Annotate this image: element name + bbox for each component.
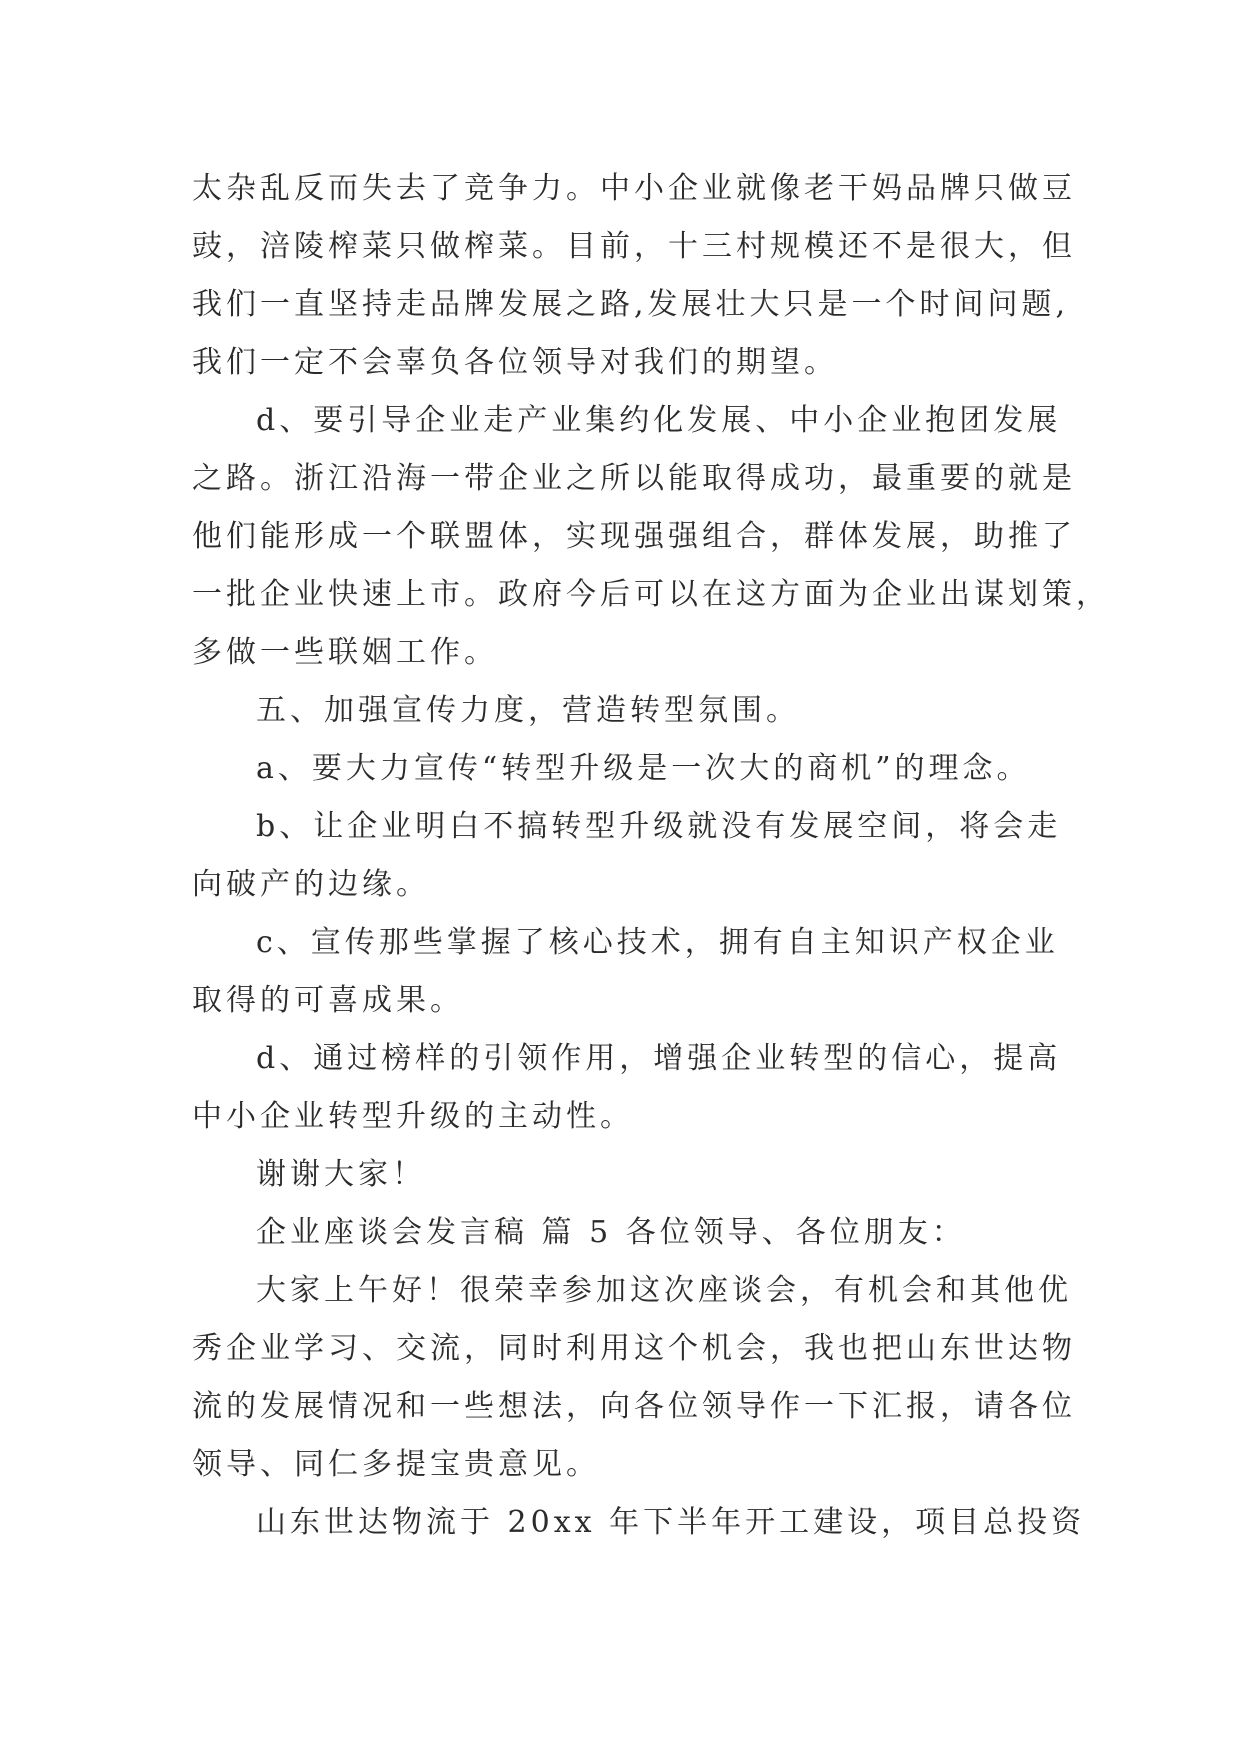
document-body (192, 160, 1110, 1552)
closing-line: 谢谢大家！ (256, 1157, 426, 1192)
text-line: 向破产的边缘。 (192, 867, 430, 902)
text-line: 一批企业快速上市。政府今后可以在这方面为企业出谋划策， (192, 577, 1110, 612)
text-line: 豉，涪陵榨菜只做榨菜。目前，十三村规模还不是很大，但 (192, 229, 1076, 264)
text-line: 领导、同仁多提宝贵意见。 (192, 1447, 600, 1482)
text-line: 取得的可喜成果。 (192, 983, 464, 1018)
speech-title-line: 企业座谈会发言稿 篇 5 各位领导、各位朋友： (256, 1215, 966, 1250)
text-line: 之路。浙江沿海一带企业之所以能取得成功，最重要的就是 (192, 461, 1076, 496)
text-line: 他们能形成一个联盟体，实现强强组合，群体发展，助推了 (192, 519, 1076, 554)
paragraph-start-line: b、让企业明白不搞转型升级就没有发展空间，将会走 (256, 809, 1062, 844)
text-line: 中小企业转型升级的主动性。 (192, 1099, 634, 1134)
paragraph-start-line: d、要引导企业走产业集约化发展、中小企业抱团发展 (256, 403, 1062, 438)
paragraph-start-line: a、要大力宣传“转型升级是一次大的商机”的理念。 (256, 751, 1031, 786)
paragraph-start-line: 山东世达物流于 20xx 年下半年开工建设，项目总投资 (256, 1505, 1086, 1540)
text-line: 我们一定不会辜负各位领导对我们的期望。 (192, 345, 838, 380)
text-line: 我们一直坚持走品牌发展之路,发展壮大只是一个时间问题, (192, 287, 1070, 322)
section-heading: 五、加强宣传力度，营造转型氛围。 (256, 693, 800, 728)
paragraph-start-line: d、通过榜样的引领作用，增强企业转型的信心，提高 (256, 1041, 1062, 1076)
text-line: 太杂乱反而失去了竞争力。中小企业就像老干妈品牌只做豆 (192, 171, 1076, 206)
text-line: 流的发展情况和一些想法，向各位领导作一下汇报，请各位 (192, 1389, 1076, 1424)
paragraph-start-line: c、宣传那些掌握了核心技术，拥有自主知识产权企业 (256, 925, 1059, 960)
text-line: 多做一些联姻工作。 (192, 635, 498, 670)
paragraph-start-line: 大家上午好！很荣幸参加这次座谈会，有机会和其他优 (256, 1273, 1072, 1308)
text-line: 秀企业学习、交流，同时利用这个机会，我也把山东世达物 (192, 1331, 1076, 1366)
